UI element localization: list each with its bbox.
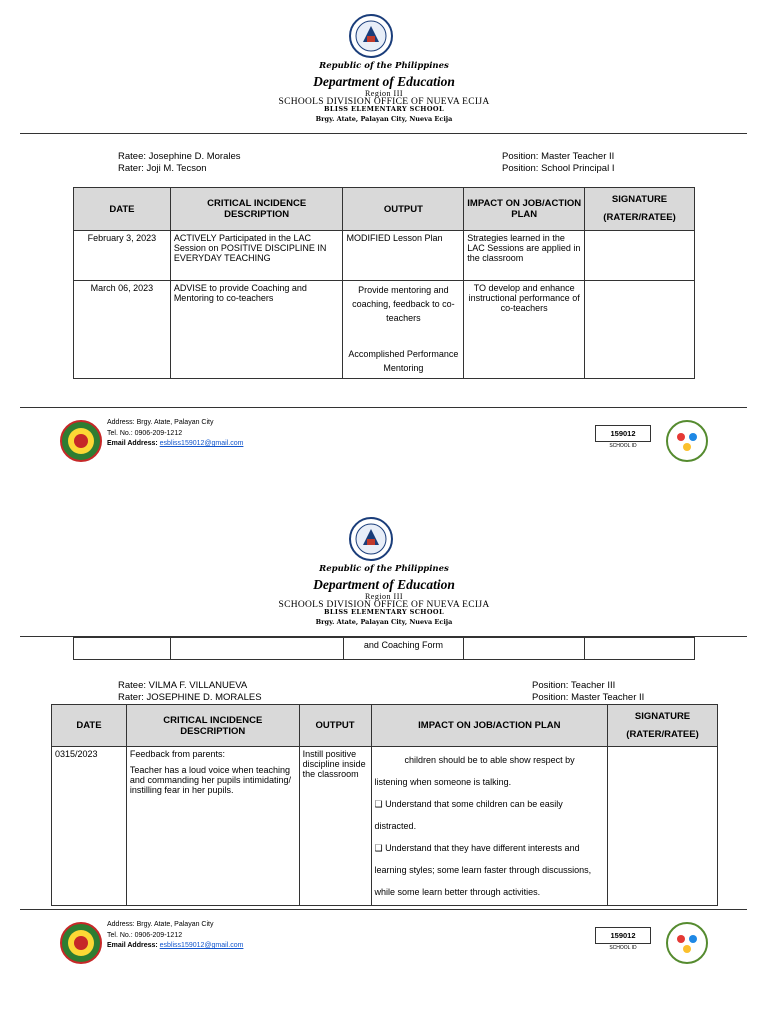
division-text: SCHOOLS DIVISION OFFICE OF NUEVA ECIJA: [278, 600, 490, 610]
footer-email-line: [107, 439, 243, 450]
footer-email-line: [107, 941, 243, 952]
ratee-label: Ratee: Josephine D. Morales: [118, 151, 241, 162]
child-friendly-school-logo-icon: [666, 922, 708, 964]
col-output: OUTPUT: [343, 188, 464, 231]
school-id-label: SCHOOL ID: [609, 443, 637, 449]
page-1: [0, 0, 768, 470]
signature-label: SIGNATURE: [611, 194, 668, 205]
col-description: CRITICAL INCIDENCE DESCRIPTION: [126, 705, 299, 747]
rater-label: Rater: Joji M. Tecson: [118, 163, 207, 174]
footer-address: Address: Brgy. Atate, Palayan City: [107, 921, 214, 928]
school-address: Brgy. Atate, Palayan City, Nueva Ecija: [315, 115, 453, 123]
footer-tel: Tel. No.: 0906-209-1212: [107, 931, 183, 939]
cell-output: [343, 281, 464, 379]
col-impact: IMPACT ON JOB/ACTION PLAN: [371, 705, 608, 747]
cell-date: March 06, 2023: [74, 281, 171, 379]
school-id-box: 159012: [595, 927, 651, 944]
header-rule: [20, 133, 747, 134]
col-signature: [585, 188, 695, 231]
school-name: BLISS ELEMENTARY SCHOOL: [324, 105, 444, 113]
signature-sub-label: (RATER/RATEE): [603, 212, 676, 223]
incidence-table-1: [73, 187, 695, 379]
impact-line-3: ❑ Understand that they have different interests and learning styles; some learn faster through discussions, while some learn better through activities.: [374, 843, 592, 897]
school-logo-icon: [60, 922, 102, 964]
cell-impact: [371, 747, 608, 906]
school-address: Brgy. Atate, Palayan City, Nueva Ecija: [315, 618, 453, 626]
position-ratee-label: Position: Master Teacher II: [502, 151, 615, 162]
signature-label: SIGNATURE: [634, 710, 691, 722]
department-title: Department of Education: [313, 577, 455, 592]
col-description: CRITICAL INCIDENCE DESCRIPTION: [170, 188, 343, 231]
page-2: [0, 503, 768, 1024]
col-signature: [608, 705, 718, 747]
incidence-table-2: [51, 704, 718, 906]
cell-signature: [585, 231, 695, 281]
division-text: SCHOOLS DIVISION OFFICE OF NUEVA ECIJA: [278, 97, 490, 107]
footer-address: Address: Brgy. Atate, Palayan City: [107, 419, 214, 426]
cell-date: February 3, 2023: [74, 231, 171, 281]
cell-description: ACTIVELY Participated in the LAC Session on POSITIVE DISCIPLINE IN EVERYDAY TEACHING: [170, 231, 343, 281]
cell-output: Instill positive discipline inside the classroom: [299, 747, 371, 906]
cell-impact: Strategies learned in the LAC Sessions are applied in the classroom: [464, 231, 585, 281]
carry-over-table: [73, 637, 695, 660]
republic-text: Republic of the Philippines: [319, 61, 449, 71]
email-label: Email Address:: [107, 942, 158, 949]
cell-impact: TO develop and enhance instructional performance of co-teachers: [464, 281, 585, 379]
position-ratee-label: Position: Teacher III: [532, 680, 616, 691]
cell-date: 0315/2023: [52, 747, 127, 906]
signature-sub-label: (RATER/RATEE): [626, 728, 699, 740]
school-logo-icon: [60, 420, 102, 462]
deped-seal-icon: [349, 14, 393, 58]
email-link[interactable]: esbliss159012@gmail.com: [159, 440, 244, 447]
footer-tel: Tel. No.: 0906-209-1212: [107, 429, 183, 437]
school-id-label: SCHOOL ID: [609, 945, 637, 951]
cell-signature: [608, 747, 718, 906]
republic-text: Republic of the Philippines: [319, 564, 449, 574]
table-row: [74, 281, 695, 379]
region-text: Region III: [364, 592, 404, 601]
carry-over-text: and Coaching Form: [343, 638, 464, 660]
table-row: [74, 231, 695, 281]
output-text: Provide mentoring and coaching, feedback to co-teachers: [352, 285, 455, 323]
cell-signature: [585, 281, 695, 379]
region-text: Region III: [364, 89, 404, 98]
table-row: [52, 747, 718, 906]
cell-output: MODIFIED Lesson Plan: [343, 231, 464, 281]
col-impact: IMPACT ON JOB/ACTION PLAN: [464, 188, 585, 231]
rater-label: Rater: JOSEPHINE D. MORALES: [118, 692, 262, 703]
position-rater-label: Position: School Principal I: [502, 163, 615, 174]
col-date: DATE: [52, 705, 127, 747]
output-text-2: Accomplished Performance Mentoring: [348, 349, 459, 373]
col-date: DATE: [74, 188, 171, 231]
description-line-2: Teacher has a loud voice when teaching and commanding her pupils intimidating/ instilling fear in her pupils.: [129, 765, 292, 795]
position-rater-label: Position: Master Teacher II: [532, 692, 645, 703]
child-friendly-school-logo-icon: [666, 420, 708, 462]
impact-line-2: ❑ Understand that some children can be easily distracted.: [374, 799, 563, 831]
footer-address-block: [107, 418, 243, 450]
department-title: Department of Education: [313, 74, 455, 89]
footer-rule: [20, 909, 747, 910]
description-line-1: Feedback from parents:: [129, 749, 225, 759]
impact-line-1: children should be to able show respect by listening when someone is talking.: [374, 755, 575, 787]
school-id-box: 159012: [595, 425, 651, 442]
email-label: Email Address:: [107, 440, 158, 447]
cell-description: ADVISE to provide Coaching and Mentoring to co-teachers: [170, 281, 343, 379]
table-row: [74, 638, 695, 660]
cell-description: [126, 747, 299, 906]
deped-seal-icon: [349, 517, 393, 561]
footer-rule: [20, 407, 747, 408]
email-link[interactable]: esbliss159012@gmail.com: [159, 942, 244, 949]
footer-address-block: [107, 920, 243, 952]
col-output: OUTPUT: [299, 705, 371, 747]
ratee-label: Ratee: VILMA F. VILLANUEVA: [118, 680, 248, 691]
school-name: BLISS ELEMENTARY SCHOOL: [324, 608, 444, 616]
